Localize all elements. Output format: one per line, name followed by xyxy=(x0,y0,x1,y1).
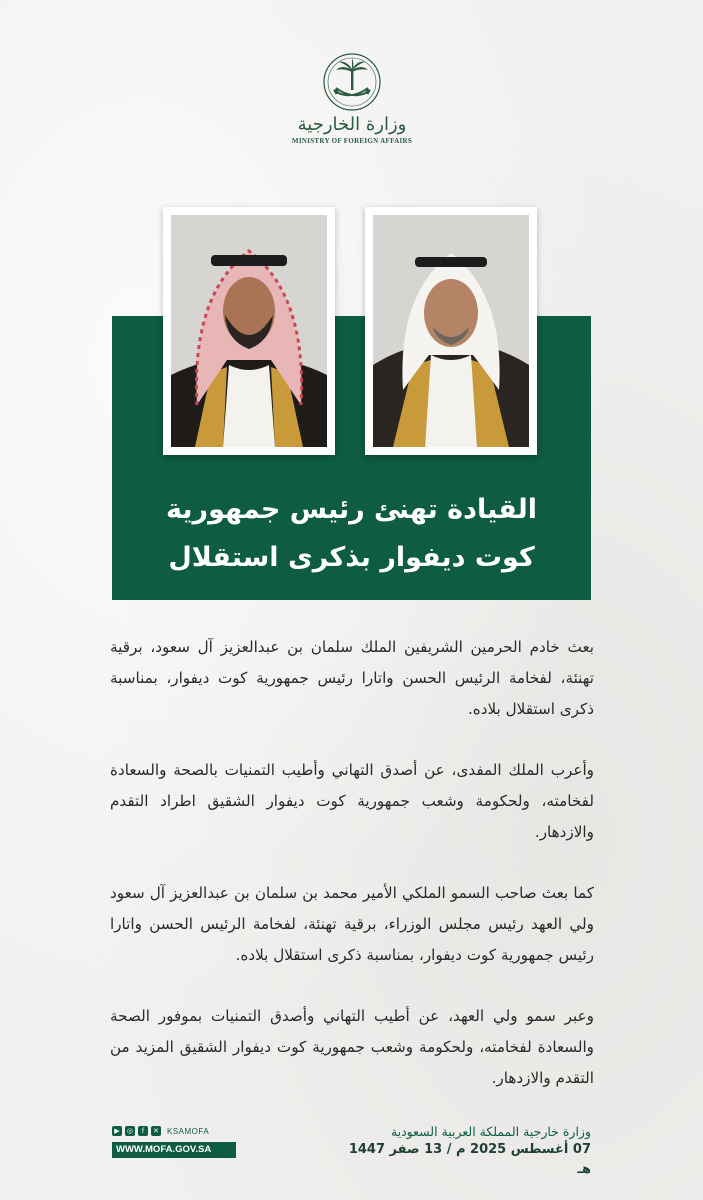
instagram-icon[interactable]: ◎ xyxy=(126,1127,134,1135)
portrait-king-image xyxy=(373,215,529,447)
ministry-arabic-name: وزارة الخارجية xyxy=(297,114,407,135)
youtube-icon[interactable]: ▶ xyxy=(112,1126,122,1136)
ministry-logo xyxy=(290,52,414,162)
paragraph-2: وأعرب الملك المفدى، عن أصدق التهاني وأطيب التمنيات بالصحة والسعادة لفخامته، ولحكومة وشعب جمهورية كوت ديفوار الشقيق اطراد التقدم والازدهار. xyxy=(110,761,594,841)
headline-line-1: القيادة تهنئ رئيس جمهورية xyxy=(166,494,537,525)
footer-social xyxy=(112,1124,240,1158)
x-icon[interactable]: ✕ xyxy=(151,1126,161,1136)
paragraph-3: كما بعث صاحب السمو الملكي الأمير محمد بن سلمان بن عبدالعزيز آل سعود ولي العهد رئيس مجلس الوزراء، برقية تهنئة، لفخامة الرئيس الحسن واتارا رئيس جمهورية كوت ديفوار، بمناسبة ذكرى استقلال بلاده. xyxy=(110,884,594,964)
paragraph-1: بعث خادم الحرمين الشريفين الملك سلمان بن عبدالعزيز آل سعود، برقية تهنئة، لفخامة الرئيس الحسن واتارا رئيس جمهورية كوت ديفوار، بمناسبة ذكرى استقلال بلاده. xyxy=(110,638,594,718)
social-handle: KSAMOFA xyxy=(167,1126,210,1136)
website-url[interactable]: WWW.MOFA.GOV.SA xyxy=(112,1142,236,1158)
ministry-english-name: MINISTRY OF FOREIGN AFFAIRS xyxy=(291,137,413,145)
portrait-king xyxy=(365,207,537,455)
footer-date: 07 أغسطس 2025 م / 13 صفر 1447 هـ xyxy=(348,1142,591,1177)
footer-signature xyxy=(331,1124,591,1180)
paragraph-4: وعبر سمو ولي العهد، عن أطيب التهاني وأصدق التمنيات بموفور الصحة والسعادة لفخامته، ولحكومة وشعب جمهورية كوت ديفوار الشقيق المزيد من التقدم والازدهار. xyxy=(110,1007,594,1087)
headline xyxy=(112,486,591,582)
headline-line-2: كوت ديفوار بذكرى استقلال xyxy=(168,542,535,573)
footer-ministry-name: وزارة خارجية المملكة العربية السعودية xyxy=(390,1124,591,1139)
palm-swords-emblem-icon xyxy=(322,52,382,112)
social-row xyxy=(112,1124,240,1138)
facebook-icon[interactable]: f xyxy=(138,1126,148,1136)
portrait-crown-prince xyxy=(163,207,335,455)
portrait-crown-prince-image xyxy=(171,215,327,447)
article-body xyxy=(110,632,594,1124)
